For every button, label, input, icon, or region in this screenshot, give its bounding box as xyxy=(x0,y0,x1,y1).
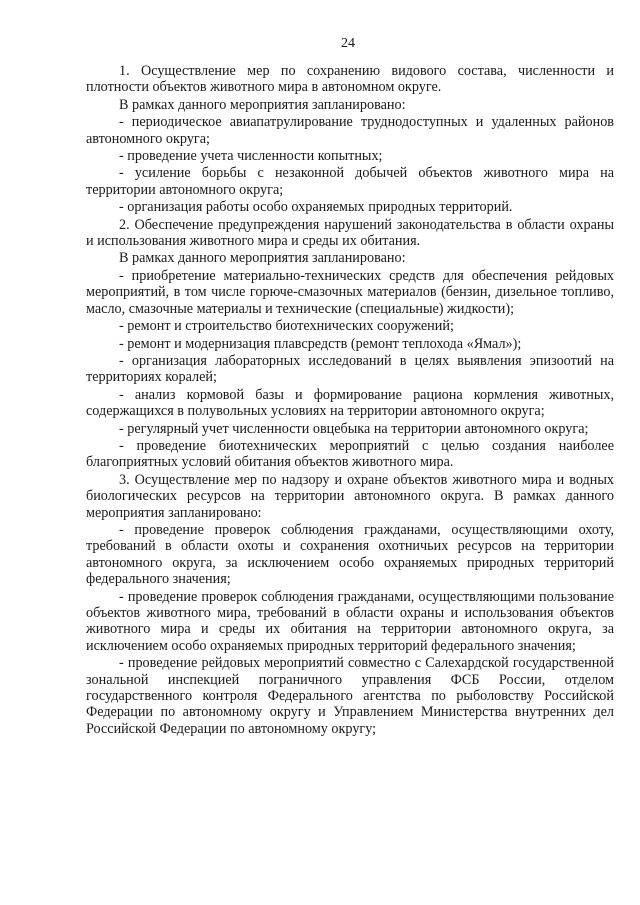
list-item: - регулярный учет численности овцебыка на территории автономного округа; xyxy=(119,420,589,437)
list-item: - организация работы особо охраняемых природных территорий. xyxy=(119,199,513,216)
paragraph: В рамках данного мероприятия запланировано: xyxy=(119,250,406,267)
list-item: - организация лабораторных исследований в целях выявления эпизоотий на территориях коралей; xyxy=(86,352,614,386)
paragraph: 1. Осуществление мер по сохранению видового состава, численности и плотности объектов животного мира в автономном округе. xyxy=(86,63,614,96)
list-item: - приобретение материально-технических средств для обеспечения рейдовых мероприятий, в том числе горюче-смазочных материалов (бензин, дизельное топливо, масло, смазочные материалы и технические (специальные) жидкости); xyxy=(86,267,614,317)
list-item: - проведение проверок соблюдения гражданами, осуществляющими охоту, требований в области охоты и сохранения охотничьих ресурсов на территории автономного округа, за исключением особо охраняемых природных территорий федерального значения; xyxy=(86,521,614,588)
list-item: - периодическое авиапатрулирование труднодоступных и удаленных районов автономного округа; xyxy=(86,114,614,147)
list-item: - анализ кормовой базы и формирование рациона кормления животных, содержащихся в полувольных условиях на территории автономного округа; xyxy=(86,386,614,420)
list-item: - проведение учета численности копытных; xyxy=(119,148,383,165)
paragraph: 2. Обеспечение предупреждения нарушений законодательства в области охраны и использования животного мира и среды их обитания. xyxy=(86,216,614,250)
list-item: - проведение рейдовых мероприятий совместно с Салехардской государственной зональной инспекцией пограничного управления ФСБ России, отделом государственного контроля Федерального агентства по рыболовству Российской Федерации по автономному округу и Управлением Министерства внутренних дел Российской Федерации по автономному округу; xyxy=(86,655,614,737)
paragraph: В рамках данного мероприятия запланировано: xyxy=(119,96,406,113)
list-item: - проведение биотехнических мероприятий с целью создания наиболее благоприятных условий обитания объектов животного мира. xyxy=(86,437,614,471)
page-number: 24 xyxy=(341,36,355,51)
list-item: - ремонт и строительство биотехнических сооружений; xyxy=(119,318,454,335)
document-body xyxy=(86,63,614,737)
list-item: - усиление борьбы с незаконной добычей объектов животного мира на территории автономного округа; xyxy=(86,165,614,198)
list-item: - проведение проверок соблюдения гражданами, осуществляющими пользование объектов животного мира, требований в области охраны и использования объектов животного мира и среды их обитания на территории автономного округа, за исключением особо охраняемых природных территорий федерального значения; xyxy=(86,588,614,654)
list-item: - ремонт и модернизация плавсредств (ремонт теплохода «Ямал»); xyxy=(119,335,522,352)
paragraph: 3. Осуществление мер по надзору и охране объектов животного мира и водных биологических ресурсов на территории автономного округа. В рамках данного мероприятия запланировано: xyxy=(86,471,614,521)
